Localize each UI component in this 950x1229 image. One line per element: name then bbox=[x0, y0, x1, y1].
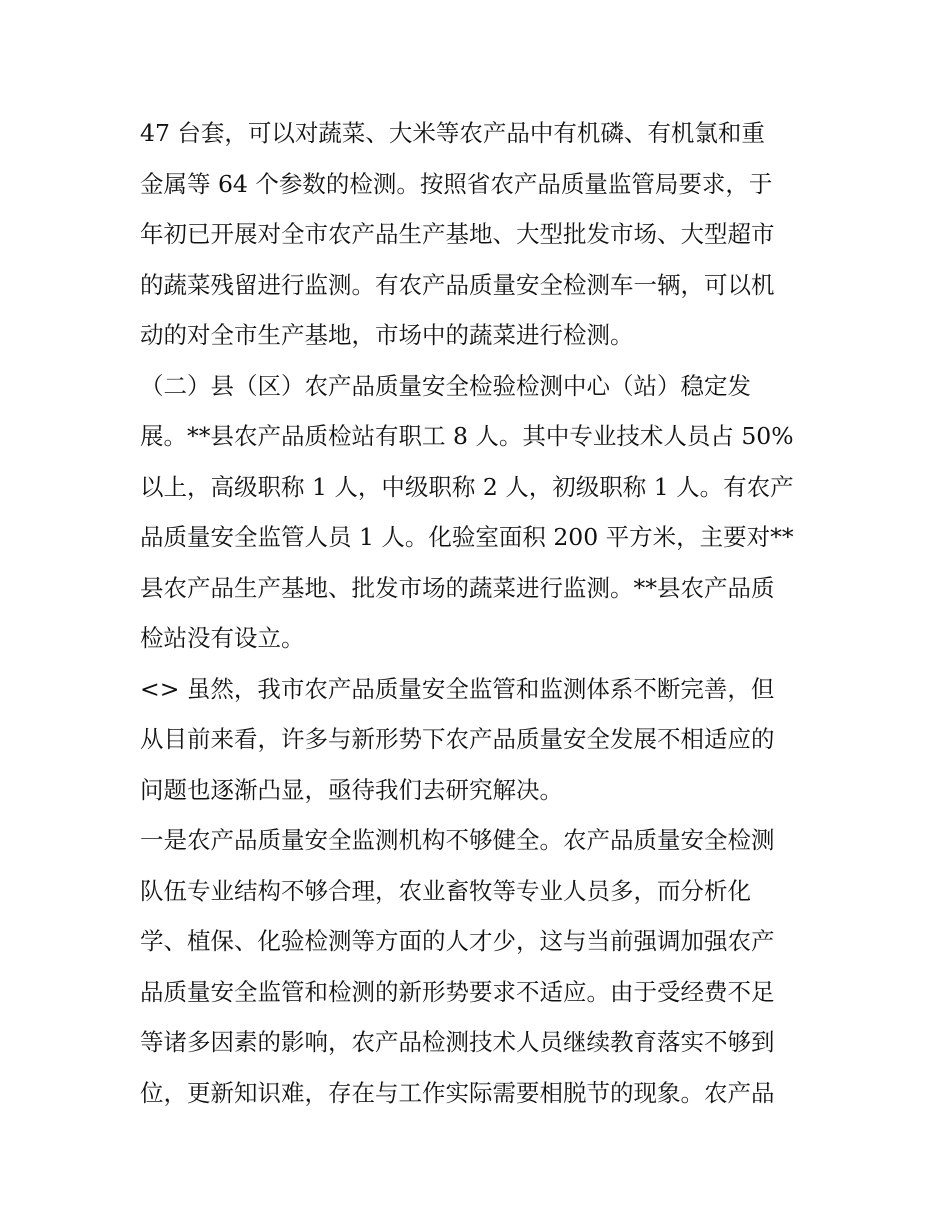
text-line: 等诸多因素的影响，农产品检测技术人员继续教育落实不够到 bbox=[140, 1028, 775, 1056]
text-line: 县农产品生产基地、批发市场的蔬菜进行监测。**县农产品质 bbox=[140, 573, 775, 602]
text-line: 金属等 64 个参数的检测。按照省农产品质量监管局要求，于 bbox=[140, 169, 773, 198]
body-text bbox=[140, 108, 820, 1118]
text-line: 位，更新知识难，存在与工作实际需要相脱节的现象。农产品 bbox=[140, 1078, 775, 1107]
text-line: 队伍专业结构不够合理，农业畜牧等专业人员多，而分析化 bbox=[140, 876, 751, 905]
text-line: 品质量安全监管人员 1 人。化验室面积 200 平方米，主要对** bbox=[140, 523, 794, 551]
section-heading-line: （二）县（区）农产品质量安全检验检测中心（站）稳定发 bbox=[140, 371, 751, 400]
text-line: <> 虽然，我市农产品质量安全监管和监测体系不断完善，但 bbox=[140, 674, 775, 703]
text-line: 47 台套，可以对蔬菜、大米等农产品中有机磷、有机氯和重 bbox=[140, 119, 765, 147]
text-line: 以上，高级职称 1 人，中级职称 2 人，初级职称 1 人。有农产 bbox=[140, 472, 794, 501]
text-line: 的蔬菜残留进行监测。有农产品质量安全检测车一辆，可以机 bbox=[140, 270, 775, 299]
text-line: 年初已开展对全市农产品生产基地、大型批发市场、大型超市 bbox=[140, 220, 775, 248]
text-line: 展。**县农产品质检站有职工 8 人。其中专业技术人员占 50% bbox=[140, 422, 794, 450]
text-line: 动的对全市生产基地，市场中的蔬菜进行检测。 bbox=[140, 321, 634, 349]
text-line: 从目前来看，许多与新形势下农产品质量安全发展不相适应的 bbox=[140, 725, 775, 753]
text-line: 检站没有设立。 bbox=[140, 624, 305, 652]
text-line: 问题也逐渐凸显，亟待我们去研究解决。 bbox=[140, 775, 563, 804]
text-line: 品质量安全监管和检测的新形势要求不适应。由于受经费不足 bbox=[140, 977, 775, 1006]
text-line: 一是农产品质量安全监测机构不够健全。农产品质量安全检测 bbox=[140, 826, 775, 854]
text-line: 学、植保、化验检测等方面的人才少，这与当前强调加强农产 bbox=[140, 927, 775, 955]
